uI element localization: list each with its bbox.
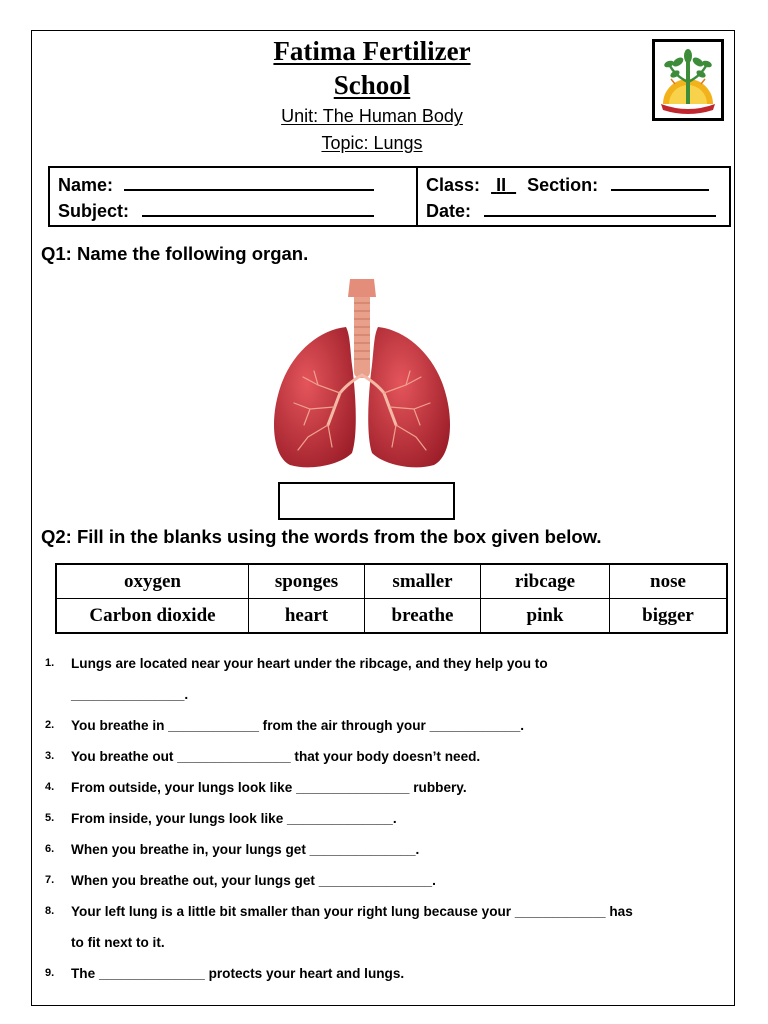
word-cell: bigger: [610, 599, 728, 634]
item-number: 1.: [45, 657, 55, 669]
list-item: [45, 896, 725, 958]
subject-label: Subject:: [58, 201, 130, 221]
section-field[interactable]: [611, 173, 709, 191]
list-item: [45, 741, 725, 772]
list-item: [45, 803, 725, 834]
unit-title: Unit: The Human Body: [281, 106, 463, 126]
date-label: Date:: [426, 201, 472, 221]
student-info-table: [48, 166, 731, 227]
topic-title: Topic: Lungs: [321, 133, 423, 153]
sentence-line: to fit next to it.: [71, 935, 165, 950]
word-cell: oxygen: [56, 564, 249, 599]
sentence-line: The ______________ protects your heart and lungs.: [71, 966, 405, 981]
word-bank-row-1: [56, 564, 727, 599]
sentence-line: You breathe in ____________ from the air through your ____________.: [71, 718, 525, 733]
sentence-line: From outside, your lungs look like _______________ rubbery.: [71, 780, 467, 795]
item-number: 4.: [45, 781, 55, 793]
word-cell: heart: [249, 599, 365, 634]
lungs-image: [248, 275, 478, 475]
fill-in-blanks-list: [45, 648, 725, 989]
list-item: [45, 648, 725, 710]
item-number: 9.: [45, 967, 55, 979]
question-2: Q2: Fill in the blanks using the words from the box given below.: [41, 526, 602, 547]
sentence-line: _______________.: [71, 687, 189, 702]
word-cell: breathe: [365, 599, 481, 634]
name-label: Name:: [58, 175, 114, 195]
item-number: 6.: [45, 843, 55, 855]
sentence-line: Lungs are located near your heart under the ribcage, and they help you to: [71, 656, 548, 671]
item-number: 3.: [45, 750, 55, 762]
class-field[interactable]: [491, 175, 516, 195]
list-item: [45, 710, 725, 741]
tree-logo-icon: [655, 42, 721, 118]
word-cell: nose: [610, 564, 728, 599]
item-number: 5.: [45, 812, 55, 824]
trachea-icon: [354, 283, 370, 378]
word-cell: smaller: [365, 564, 481, 599]
class-value: II: [496, 175, 507, 195]
word-bank-row-2: [56, 599, 727, 634]
info-right-cell: [417, 167, 730, 226]
sentence-line: When you breathe out, your lungs get _______________.: [71, 873, 436, 888]
word-cell: Carbon dioxide: [56, 599, 249, 634]
date-field[interactable]: [484, 199, 716, 217]
item-number: 8.: [45, 905, 55, 917]
school-name-line1: Fatima Fertilizer: [273, 36, 471, 66]
list-item: [45, 834, 725, 865]
info-left-cell: [49, 167, 417, 226]
class-row: [426, 172, 721, 198]
sentence-line: From inside, your lungs look like ______________.: [71, 811, 397, 826]
name-row: [58, 172, 408, 198]
subject-field[interactable]: [142, 199, 374, 217]
item-number: 2.: [45, 719, 55, 731]
right-lung-icon: [274, 327, 356, 467]
sentence-line: When you breathe in, your lungs get ______________.: [71, 842, 420, 857]
sentence-line: You breathe out _______________ that your body doesn’t need.: [71, 749, 481, 764]
subject-row: [58, 198, 408, 224]
school-name-line2: School: [333, 70, 411, 100]
word-cell: ribcage: [481, 564, 610, 599]
list-item: [45, 958, 725, 989]
date-row: [426, 198, 721, 224]
list-item: [45, 772, 725, 803]
word-bank-table: [55, 563, 728, 634]
list-item: [45, 865, 725, 896]
question-1: Q1: Name the following organ.: [41, 243, 309, 264]
class-label: Class:: [426, 175, 481, 195]
name-field[interactable]: [124, 173, 374, 191]
sentence-line: Your left lung is a little bit smaller than your right lung because your ____________ has: [71, 904, 633, 919]
word-cell: sponges: [249, 564, 365, 599]
word-cell: pink: [481, 599, 610, 634]
organ-answer-box[interactable]: [278, 482, 455, 520]
section-label: Section:: [527, 175, 599, 195]
item-number: 7.: [45, 874, 55, 886]
left-lung-icon: [368, 327, 450, 467]
school-logo: [652, 39, 724, 121]
